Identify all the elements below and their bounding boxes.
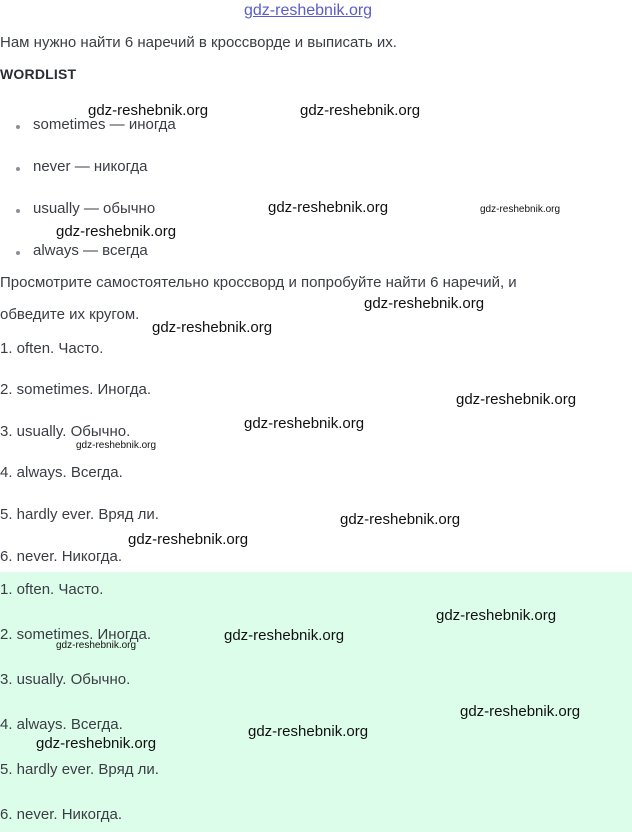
watermark: gdz-reshebnik.org [456,391,577,408]
watermark: gdz-reshebnik.org [152,319,273,336]
bullet-icon [16,125,20,129]
answer-item: 5. hardly ever. Вряд ли. [0,506,159,523]
watermark: gdz-reshebnik.org [364,295,485,312]
watermark: gdz-reshebnik.org [460,703,581,720]
wordlist-heading: WORDLIST [0,66,77,82]
watermark: gdz-reshebnik.org [128,531,249,548]
highlighted-answer-item: 3. usually. Обычно. [0,671,131,688]
instruction-line-1: Просмотрите самостоятельно кроссворд и попробуйте найти 6 наречий, и [0,274,517,291]
bullet-icon [16,209,20,213]
answer-item: 3. usually. Обычно. [0,423,131,440]
watermark: gdz-reshebnik.org [56,640,137,651]
bullet-icon [16,167,20,171]
intro-text: Нам нужно найти 6 наречий в кроссворде и выписать их. [0,34,397,51]
highlighted-answer-item: 2. sometimes. Иногда. [0,626,151,643]
watermark: gdz-reshebnik.org [56,223,177,240]
watermark: gdz-reshebnik.org [224,627,345,644]
instruction-line-2: обведите их кругом. [0,306,140,323]
watermark: gdz-reshebnik.org [244,415,365,432]
wordlist-item: always — всегда [33,242,148,259]
wordlist-item: usually — обычно [33,200,156,217]
highlighted-answer-item: 4. always. Всегда. [0,716,123,733]
highlighted-answer-item: 6. never. Никогда. [0,806,123,823]
watermark: gdz-reshebnik.org [340,511,461,528]
answer-item: 4. always. Всегда. [0,464,123,481]
watermark: gdz-reshebnik.org [36,735,157,752]
answer-item: 6. never. Никогда. [0,548,123,565]
bullet-icon [16,251,20,255]
watermark: gdz-reshebnik.org [248,723,369,740]
highlighted-answer-item: 5. hardly ever. Вряд ли. [0,761,159,778]
wordlist-item: never — никогда [33,158,148,175]
watermark: gdz-reshebnik.org [300,102,421,119]
watermark: gdz-reshebnik.org [436,607,557,624]
answer-item: 1. often. Часто. [0,340,104,357]
watermark: gdz-reshebnik.org [88,102,209,119]
watermark-top: gdz-reshebnik.org [244,2,373,19]
watermark: gdz-reshebnik.org [76,440,157,451]
wordlist-item: sometimes — иногда [33,116,176,133]
highlighted-answer-item: 1. often. Часто. [0,581,104,598]
watermark: gdz-reshebnik.org [480,204,561,215]
watermark: gdz-reshebnik.org [268,199,389,216]
answer-item: 2. sometimes. Иногда. [0,381,151,398]
